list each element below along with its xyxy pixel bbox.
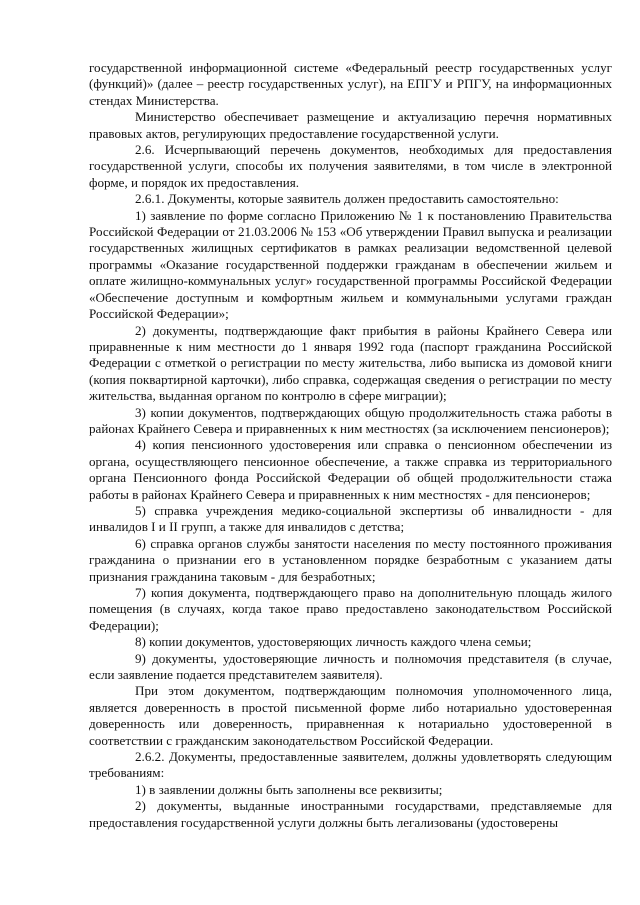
list-item-5: 5) справка учреждения медико-социальной экспертизы об инвалидности - для инвалидов I и II групп, а также для инвалидов с детства; (89, 502, 612, 535)
list-item-4: 4) копия пенсионного удостоверения или справка о пенсионном обеспечении из органа, осуществляющего пенсионное обеспечение, а также справка из территориального органа Пенсионного фонда Российской Федерации об общей продолжительности стажа работы в районах Крайнего Севера и приравненных к ним местностях - для пенсионеров; (89, 437, 612, 502)
requirement-item-1: 1) в заявлении должны быть заполнены все реквизиты; (135, 781, 443, 797)
section-2-6-2-heading: 2.6.2. Документы, предоставленные заявителем, должны удовлетворять следующим требованиям: (89, 749, 612, 781)
section-2-6-1-heading: 2.6.1. Документы, которые заявитель должен предоставить самостоятельно: (135, 191, 559, 207)
list-item-3: 3) копии документов, подтверждающих общую продолжительность стажа работы в районах Крайнего Севера и приравненных к ним местностях (за исключением пенсионеров); (89, 404, 612, 436)
document-page (89, 60, 612, 831)
list-item-8: 8) копии документов, удостоверяющих личность каждого члена семьи; (135, 634, 532, 650)
section-2-6-heading: 2.6. Исчерпывающий перечень документов, необходимых для предоставления государственной услуги, способы их получения заявителями, в том числе в электронной форме, и порядок их предоставления. (89, 142, 612, 190)
list-item-6: 6) справка органов службы занятости населения по месту постоянного проживания гражданина о признании его в установленном порядке безработным с указанием даты признания гражданина таковым - для безработных; (89, 535, 612, 584)
requirement-item-2: 2) документы, выданные иностранными государствами, представляемые для предоставления государственной услуги должны быть легализованы (удостоверены (89, 798, 612, 830)
list-item-1: 1) заявление по форме согласно Приложению № 1 к постановлению Правительства Российской Федерации от 21.03.2006 № 153 «Об утверждении Правил выпуска и реализации государственных жилищных сертификатов в рамках реализации ведомственной целевой программы «Оказание государственной поддержки гражданам в обеспечении жильем и оплате жилищно-коммунальных услуг» государственной программы Российской Федерации «Обеспечение доступным и комфортным жильем и коммунальными услугами граждан Российской Федерации»; (89, 207, 612, 322)
paragraph-continuation: государственной информационной системе «Федеральный реестр государственных услуг (функций)» (далее – реестр государственных услуг), на ЕПГУ и РПГУ, на информационных стендах Министерства. (89, 60, 612, 108)
list-item-7: 7) копия документа, подтверждающего право на дополнительную площадь жилого помещения (в случаях, когда такое право предоставлено законодательством Российской Федерации); (89, 585, 612, 633)
paragraph-ministry-duty: Министерство обеспечивает размещение и актуализацию перечня нормативных правовых актов, регулирующих предоставление государственной услуги. (89, 109, 612, 141)
list-item-9: 9) документы, удостоверяющие личность и полномочия представителя (в случае, если заявление подается представителем заявителя). (89, 650, 612, 683)
paragraph-power-of-attorney: При этом документом, подтверждающим полномочия уполномоченного лица, является доверенность в простой письменной форме либо нотариально удостоверенная доверенность или доверенность, приравненная к нотариально удостоверенной в соответствии с гражданским законодательством Российской Федерации. (89, 683, 612, 748)
list-item-2: 2) документы, подтверждающие факт прибытия в районы Крайнего Севера или приравненные к ним местности до 1 января 1992 года (паспорт гражданина Российской Федерации с отметкой о регистрации по месту жительства, либо выписка из домовой книги (копия поквартирной карточки), либо справка, содержащая сведения о регистрации по месту жительства, выданная органом по контролю в сфере миграции); (89, 322, 612, 404)
